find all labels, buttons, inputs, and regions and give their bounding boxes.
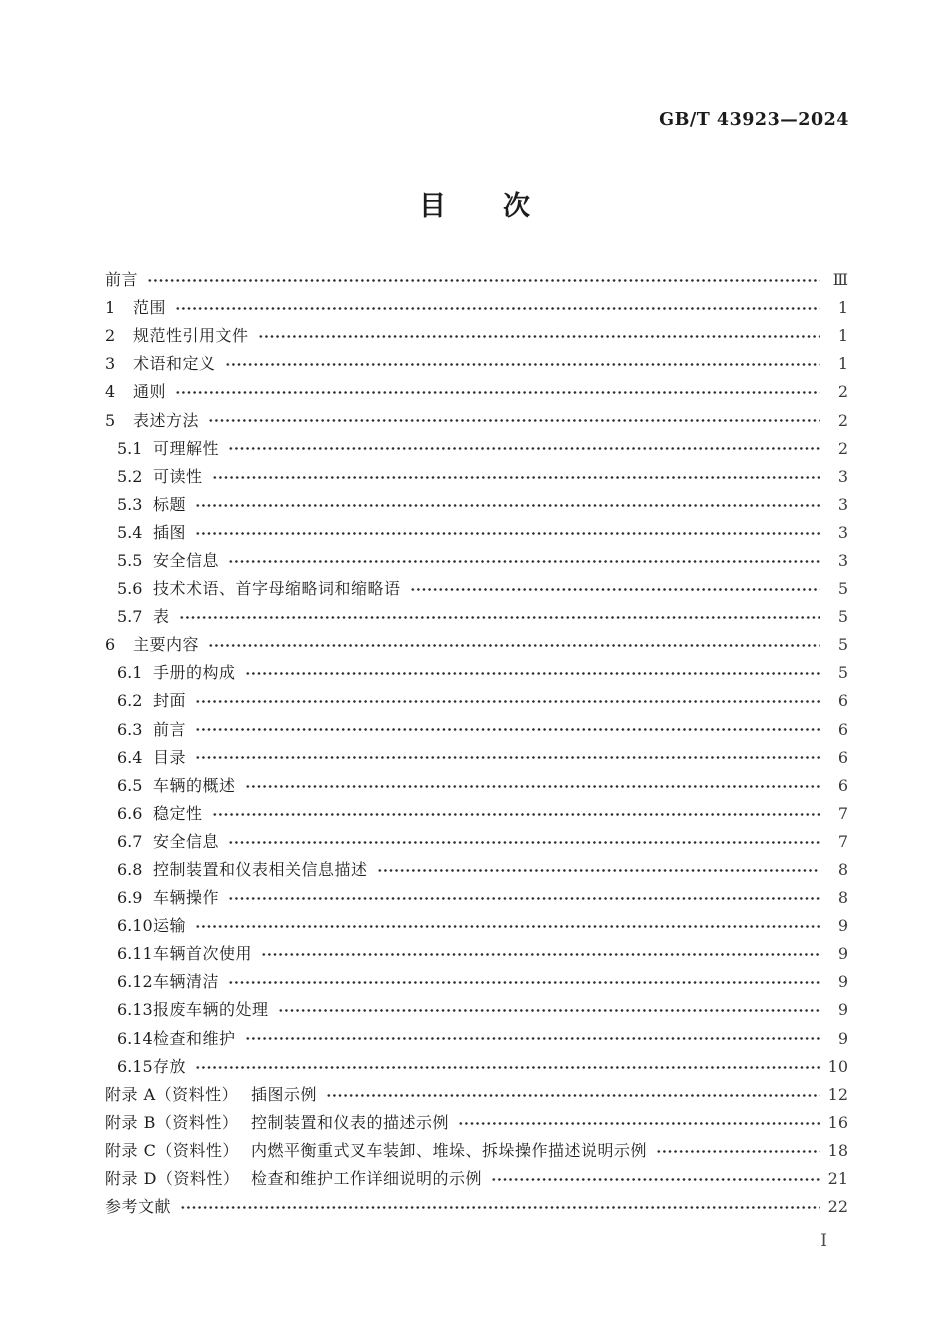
toc-entry-label: 目录 xyxy=(153,747,187,767)
toc-entry-number: 5.7 xyxy=(117,607,143,627)
toc-entry xyxy=(105,1081,848,1109)
toc-entry-page: 6 xyxy=(837,775,848,795)
dot-leader xyxy=(245,778,820,794)
toc-entry-label: 表述方法 xyxy=(133,410,200,430)
toc-entry-number: 6.14 xyxy=(117,1028,153,1048)
dot-leader xyxy=(195,525,820,541)
toc-entry-label: 主要内容 xyxy=(133,635,200,655)
toc-entry-label: 封面 xyxy=(153,691,187,711)
toc-entry-label: 通则 xyxy=(133,382,167,402)
dot-leader xyxy=(278,1002,820,1018)
toc-entry-page: 3 xyxy=(837,550,848,570)
dot-leader xyxy=(245,1031,820,1047)
toc-entry xyxy=(105,687,848,715)
toc-entry-label: 控制装置和仪表的描述示例 xyxy=(251,1112,450,1132)
dot-leader xyxy=(195,750,820,766)
toc-entry-page: 6 xyxy=(837,747,848,767)
toc-entry-number: 5.1 xyxy=(117,438,143,458)
toc-entry-number: 6.9 xyxy=(117,888,143,908)
dot-leader xyxy=(245,665,820,681)
toc-entry-number: 4 xyxy=(105,382,116,402)
toc-entry-page: 9 xyxy=(837,916,848,936)
toc-entry xyxy=(105,491,848,519)
dot-leader xyxy=(228,834,820,850)
toc-entry-label: 可读性 xyxy=(153,466,203,486)
toc-entry xyxy=(105,856,848,884)
toc-entry-number: 5.4 xyxy=(117,522,143,542)
toc-entry-page: 9 xyxy=(837,944,848,964)
toc-entry-page: 9 xyxy=(837,1000,848,1020)
toc-entry-number: 1 xyxy=(105,298,116,318)
toc-entry-label: 插图示例 xyxy=(251,1084,318,1104)
toc-entry xyxy=(105,1137,848,1165)
toc-entry xyxy=(105,828,848,856)
toc-entry-number: 附录 B（资料性） xyxy=(105,1112,239,1132)
toc-entry xyxy=(105,294,848,322)
toc-entry-label: 参考文献 xyxy=(105,1197,172,1217)
toc-entry xyxy=(105,519,848,547)
toc-entry-label: 车辆的概述 xyxy=(153,775,236,795)
standard-number: GB/T 43923—2024 xyxy=(659,110,849,130)
toc-entry-number: 5 xyxy=(105,410,116,430)
toc-entry-label: 稳定性 xyxy=(153,803,203,823)
toc-entry xyxy=(105,912,848,940)
toc-entry-number: 5.2 xyxy=(117,466,143,486)
toc-entry xyxy=(105,575,848,603)
dot-leader xyxy=(258,328,820,344)
toc-entry-page: 8 xyxy=(837,888,848,908)
toc-entry xyxy=(105,1025,848,1053)
toc-entry xyxy=(105,435,848,463)
toc-entry-number: 附录 D（资料性） xyxy=(105,1169,240,1189)
toc-entry-page: 1 xyxy=(837,298,848,318)
dot-leader xyxy=(208,637,820,653)
toc-entry-label: 内燃平衡重式叉车装卸、堆垛、拆垛操作描述说明示例 xyxy=(251,1140,648,1160)
toc-entry-number: 6.11 xyxy=(117,944,153,964)
toc-entry-page: 1 xyxy=(837,326,848,346)
toc-entry xyxy=(105,406,848,434)
toc-entry-number: 6.6 xyxy=(117,803,143,823)
toc-entry xyxy=(105,884,848,912)
toc-entry xyxy=(105,772,848,800)
toc-entry-number: 3 xyxy=(105,354,116,374)
toc-entry-page: 7 xyxy=(837,831,848,851)
toc-entry xyxy=(105,1109,848,1137)
toc-entry-label: 表 xyxy=(153,607,170,627)
toc-entry xyxy=(105,631,848,659)
toc-entry-label: 车辆操作 xyxy=(153,888,220,908)
dot-leader xyxy=(179,609,820,625)
toc-entry-page: 1 xyxy=(837,354,848,374)
toc-entry xyxy=(105,463,848,491)
toc-entry xyxy=(105,940,848,968)
toc-entry-page: Ⅲ xyxy=(832,270,848,290)
dot-leader xyxy=(147,272,820,288)
toc-entry-page: 5 xyxy=(837,663,848,683)
toc-entry-number: 6.2 xyxy=(117,691,143,711)
dot-leader xyxy=(180,1199,820,1215)
dot-leader xyxy=(458,1115,820,1131)
toc-entry-number: 6.15 xyxy=(117,1056,153,1076)
dot-leader xyxy=(228,553,820,569)
toc-entry-label: 技术术语、首字母缩略词和缩略语 xyxy=(153,579,401,599)
toc-entry-label: 术语和定义 xyxy=(133,354,216,374)
toc-entry xyxy=(105,659,848,687)
toc-entry-label: 车辆清洁 xyxy=(153,972,220,992)
toc-entry-number: 附录 A（资料性） xyxy=(105,1084,239,1104)
toc-entry-label: 报废车辆的处理 xyxy=(153,1000,269,1020)
toc-entry-page: 10 xyxy=(827,1056,848,1076)
toc-entry-number: 6 xyxy=(105,635,116,655)
toc-entry xyxy=(105,996,848,1024)
toc-entry xyxy=(105,716,848,744)
toc-entry-page: 3 xyxy=(837,466,848,486)
toc-entry-page: 5 xyxy=(837,607,848,627)
toc-entry-page: 6 xyxy=(837,691,848,711)
toc-entry-number: 附录 C（资料性） xyxy=(105,1140,239,1160)
toc-entry-number: 5.5 xyxy=(117,550,143,570)
dot-leader xyxy=(195,1059,820,1075)
toc-entry-page: 9 xyxy=(837,1028,848,1048)
toc-entry-page: 22 xyxy=(827,1197,848,1217)
toc-entry-page: 3 xyxy=(837,494,848,514)
toc-entry-label: 控制装置和仪表相关信息描述 xyxy=(153,860,368,880)
toc-entry-number: 6.10 xyxy=(117,916,153,936)
toc-entry-page: 8 xyxy=(837,860,848,880)
toc-entry-page: 3 xyxy=(837,522,848,542)
toc-entry-page: 5 xyxy=(837,579,848,599)
toc-entry-label: 检查和维护工作详细说明的示例 xyxy=(251,1169,483,1189)
toc-entry xyxy=(105,800,848,828)
dot-leader xyxy=(212,806,820,822)
toc-entry-page: 2 xyxy=(837,438,848,458)
toc-entry xyxy=(105,1193,848,1221)
toc-entry-page: 16 xyxy=(827,1112,848,1132)
toc-entry-page: 21 xyxy=(827,1169,848,1189)
dot-leader xyxy=(225,356,820,372)
toc-entry-label: 安全信息 xyxy=(153,550,220,570)
dot-leader xyxy=(377,862,820,878)
toc-entry-page: 2 xyxy=(837,410,848,430)
toc-entry-page: 5 xyxy=(837,635,848,655)
toc-entry xyxy=(105,322,848,350)
dot-leader xyxy=(410,581,820,597)
toc-entry-number: 6.4 xyxy=(117,747,143,767)
toc-entry-number: 6.5 xyxy=(117,775,143,795)
dot-leader xyxy=(491,1171,820,1187)
toc-entry xyxy=(105,1165,848,1193)
toc-entry-number: 6.12 xyxy=(117,972,153,992)
toc-entry-number: 6.7 xyxy=(117,831,143,851)
dot-leader xyxy=(195,693,820,709)
toc-entry-number: 5.3 xyxy=(117,494,143,514)
dot-leader xyxy=(656,1143,820,1159)
toc-entry xyxy=(105,547,848,575)
dot-leader xyxy=(175,300,820,316)
toc-entry-number: 6.8 xyxy=(117,860,143,880)
dot-leader xyxy=(208,413,820,429)
toc-entry xyxy=(105,603,848,631)
toc-entry xyxy=(105,744,848,772)
toc-entry-label: 手册的构成 xyxy=(153,663,236,683)
toc-entry-label: 标题 xyxy=(153,494,187,514)
page-number-footer: Ⅰ xyxy=(820,1231,827,1251)
toc-entry-page: 12 xyxy=(827,1084,848,1104)
dot-leader xyxy=(175,384,820,400)
toc-entry xyxy=(105,266,848,294)
dot-leader xyxy=(228,974,820,990)
dot-leader xyxy=(212,469,820,485)
dot-leader xyxy=(195,722,820,738)
toc-entry-number: 6.13 xyxy=(117,1000,153,1020)
toc-entry-label: 可理解性 xyxy=(153,438,220,458)
toc-entry-label: 安全信息 xyxy=(153,831,220,851)
page-title: 目 次 xyxy=(419,191,531,222)
toc-entry-label: 插图 xyxy=(153,522,187,542)
toc-entry xyxy=(105,350,848,378)
toc-entry xyxy=(105,378,848,406)
toc-entry-label: 检查和维护 xyxy=(153,1028,236,1048)
toc-entry-page: 7 xyxy=(837,803,848,823)
dot-leader xyxy=(195,918,820,934)
dot-leader xyxy=(326,1087,820,1103)
toc-entry-label: 规范性引用文件 xyxy=(133,326,249,346)
dot-leader xyxy=(261,946,820,962)
toc-list xyxy=(105,266,848,1221)
toc-entry-page: 9 xyxy=(837,972,848,992)
dot-leader xyxy=(228,890,820,906)
toc-entry-page: 2 xyxy=(837,382,848,402)
toc-entry-number: 6.1 xyxy=(117,663,143,683)
toc-entry-label: 前言 xyxy=(153,719,187,739)
toc-entry-number: 6.3 xyxy=(117,719,143,739)
toc-entry-label: 运输 xyxy=(153,916,187,936)
toc-entry-label: 存放 xyxy=(153,1056,187,1076)
toc-entry-page: 18 xyxy=(827,1140,848,1160)
toc-entry-label: 前言 xyxy=(105,270,139,290)
dot-leader xyxy=(195,497,820,513)
toc-entry-label: 范围 xyxy=(133,298,167,318)
toc-entry xyxy=(105,1053,848,1081)
toc-entry-number: 5.6 xyxy=(117,579,143,599)
toc-entry-page: 6 xyxy=(837,719,848,739)
toc-entry-label: 车辆首次使用 xyxy=(153,944,253,964)
toc-entry xyxy=(105,968,848,996)
dot-leader xyxy=(228,441,820,457)
toc-entry-number: 2 xyxy=(105,326,116,346)
